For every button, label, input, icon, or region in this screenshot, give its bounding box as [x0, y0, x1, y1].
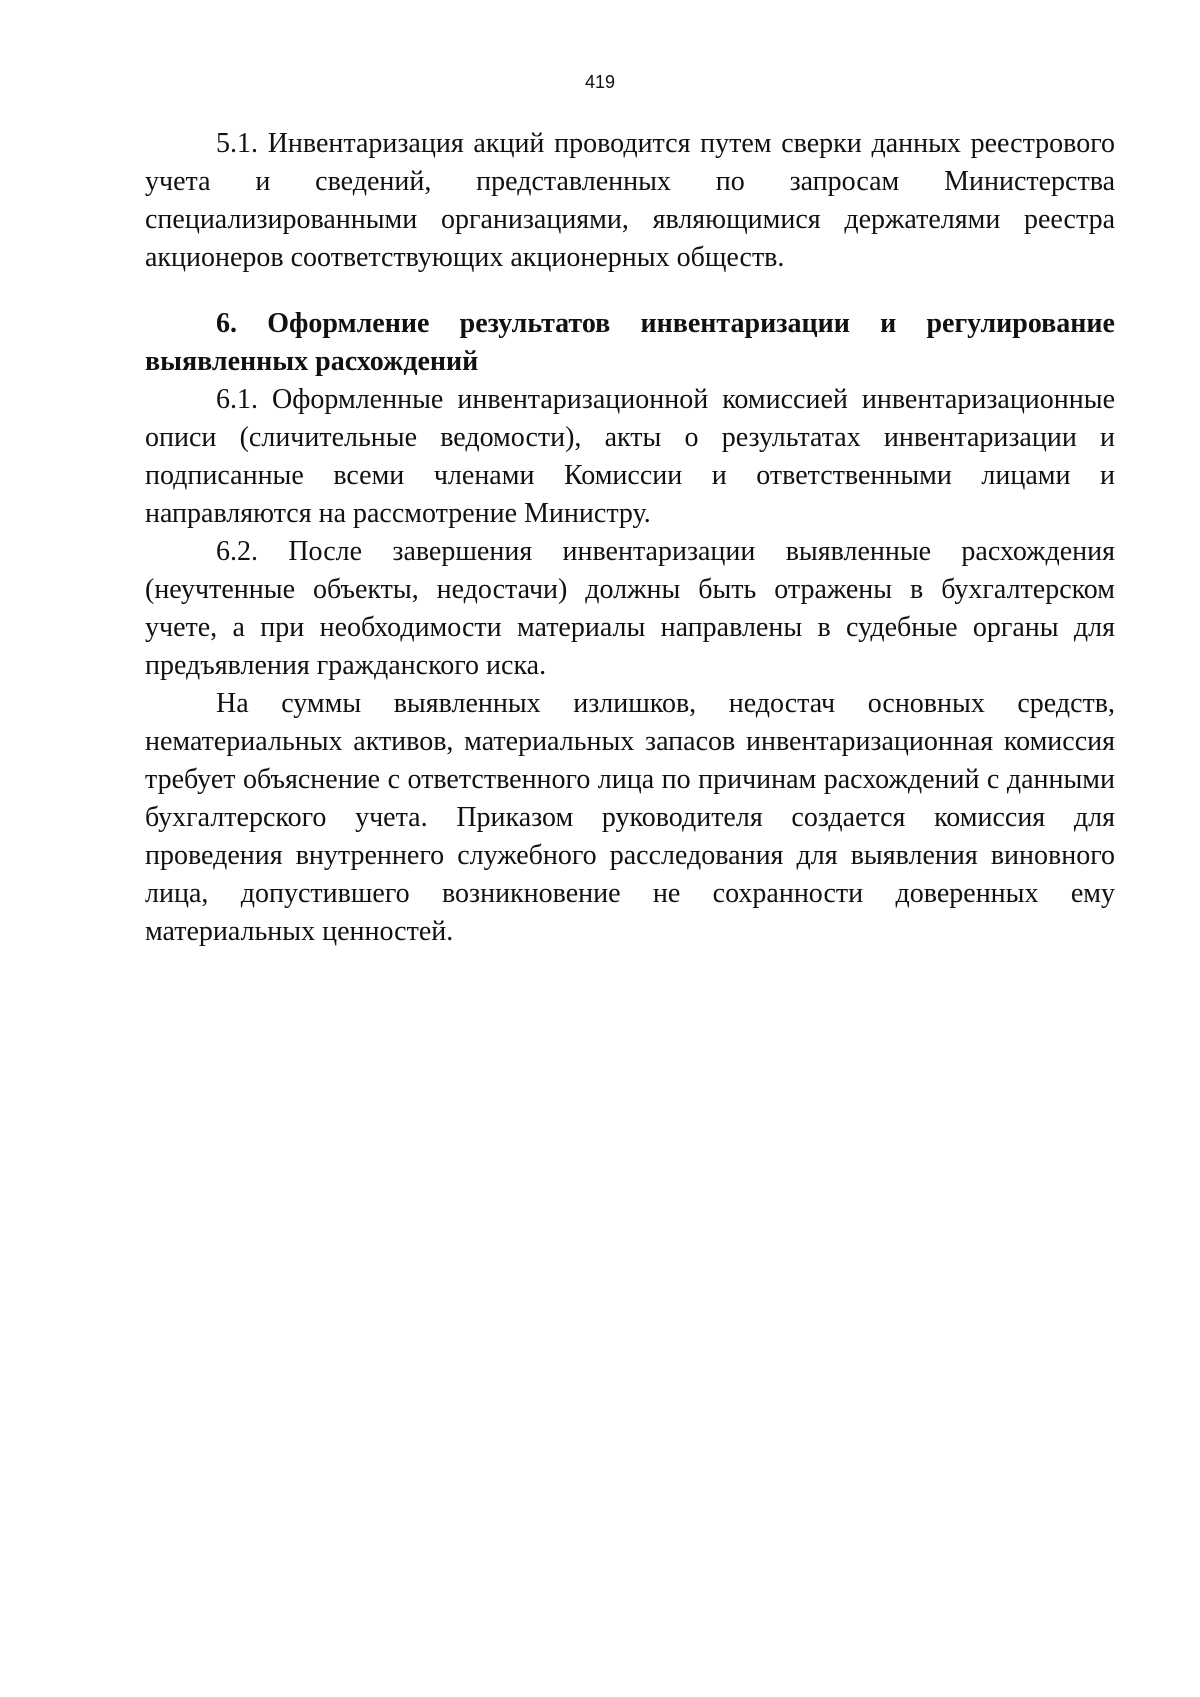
section-6-heading: 6. Оформление результатов инвентаризации и регулирование выявленных расхождений	[145, 308, 1115, 377]
document-body	[145, 125, 1115, 951]
paragraph-6-2-continued: На суммы выявленных излишков, недостач основных средств, нематериальных активов, материальных запасов инвентаризационная комиссия требует объяснение с ответственного лица по причинам расхождений с данными бухгалтерского учета. Приказом руководителя создается комиссия для проведения внутреннего служебного расследования для выявления виновного лица, допустившего возникновение не сохранности доверенных ему материальных ценностей.	[145, 688, 1115, 947]
paragraph-5-1: 5.1. Инвентаризация акций проводится путем сверки данных реестрового учета и сведений, представленных по запросам Министерства специализированными организациями, являющимися держателями реестра акционеров соответствующих акционерных обществ.	[145, 128, 1115, 273]
paragraph-6-1: 6.1. Оформленные инвентаризационной комиссией инвентаризационные описи (сличительные ведомости), акты о результатах инвентаризации и подписанные всеми членами Комиссии и ответственными лицами и направляются на рассмотрение Министру.	[145, 384, 1115, 529]
page-number: 419	[584, 72, 616, 92]
paragraph-6-2: 6.2. После завершения инвентаризации выявленные расхождения (неучтенные объекты, недостачи) должны быть отражены в бухгалтерском учете, а при необходимости материалы направлены в судебные органы для предъявления гражданского иска.	[145, 536, 1115, 681]
